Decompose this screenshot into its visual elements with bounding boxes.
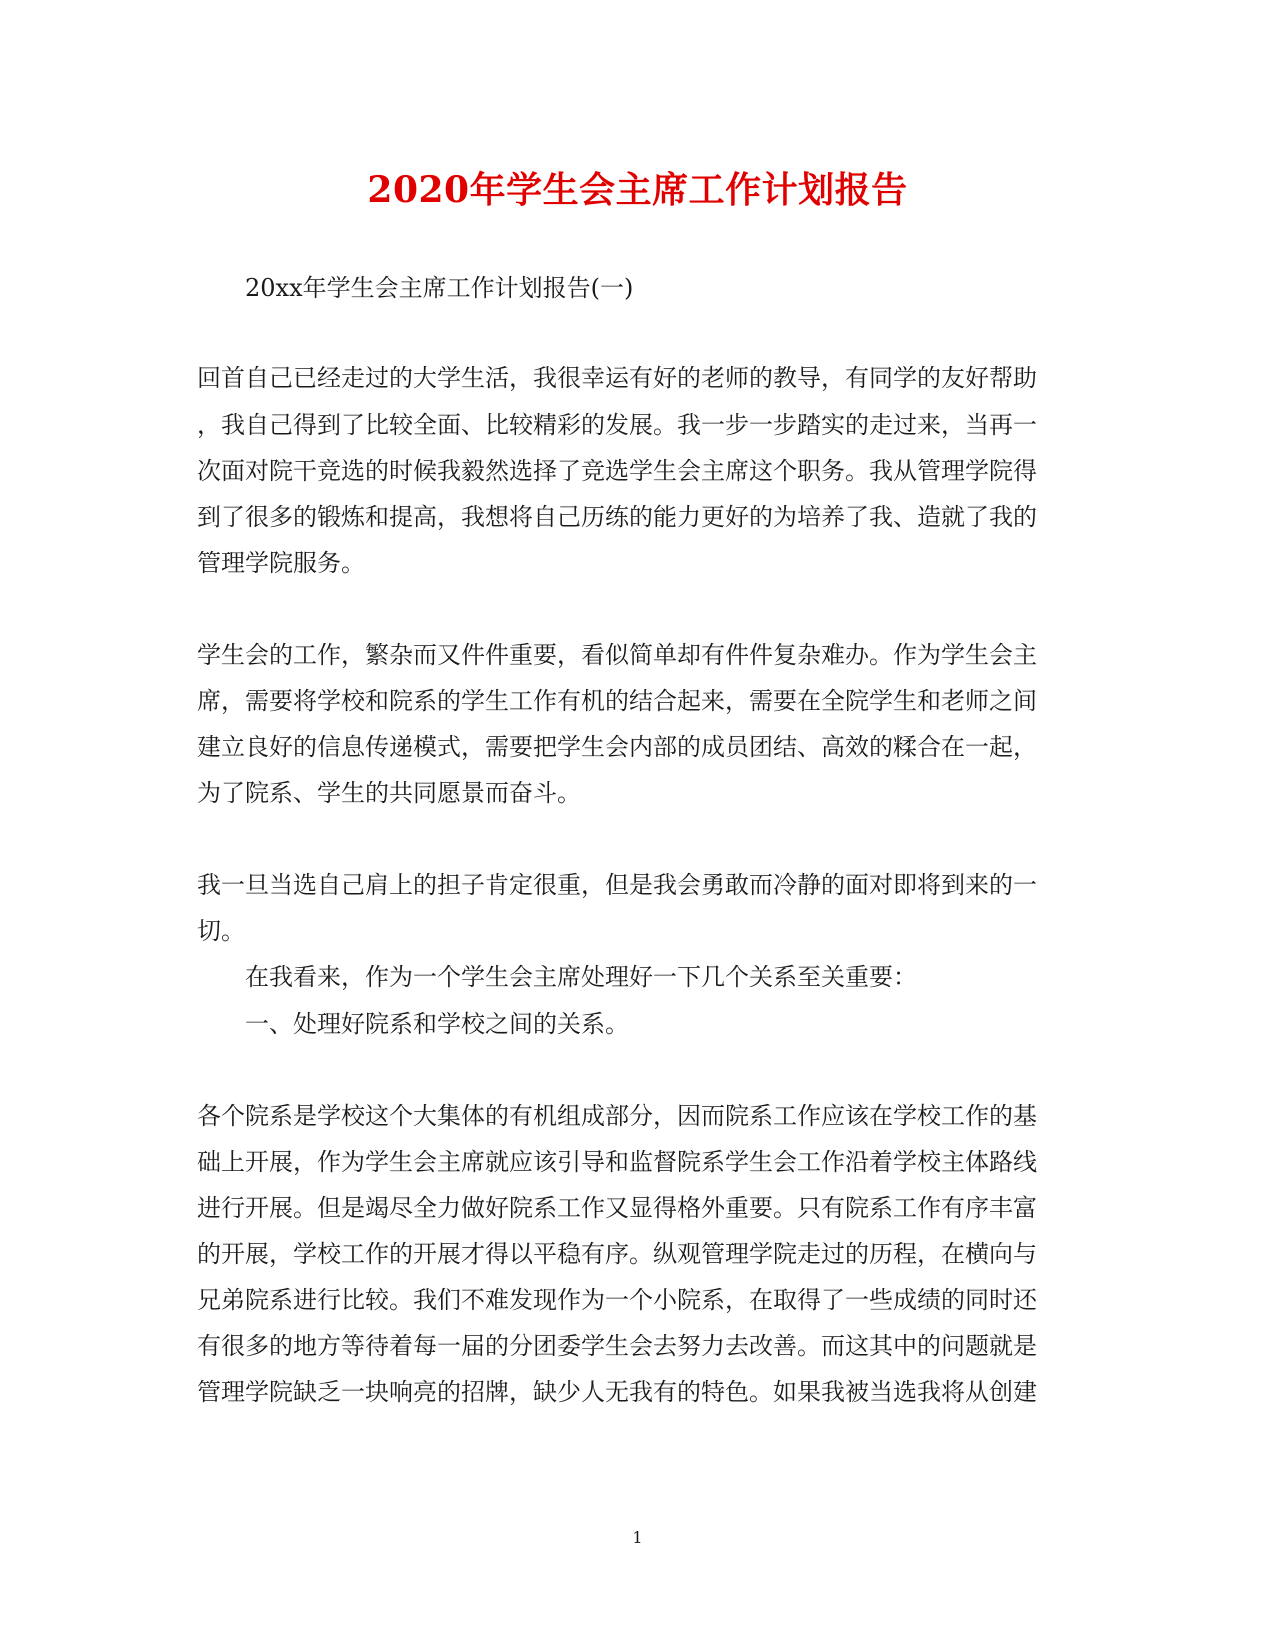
paragraph-line: 我一旦当选自己肩上的担子肯定很重，但是我会勇敢而冷静的面对即将到来的一 bbox=[197, 871, 1037, 899]
paragraph-line: 学生会的工作，繁杂而又件件重要，看似简单却有件件复杂难办。作为学生会主 bbox=[197, 641, 1037, 669]
paragraph-line: 管理学院服务。 bbox=[197, 549, 365, 577]
paragraph-line: 切。 bbox=[197, 917, 245, 945]
paragraph-line: ，我自己得到了比较全面、比较精彩的发展。我一步一步踏实的走过来，当再一 bbox=[197, 411, 1037, 439]
paragraph-line: 回首自己已经走过的大学生活，我很幸运有好的老师的教导，有同学的友好帮助 bbox=[197, 364, 1037, 392]
paragraph-line: 席，需要将学校和院系的学生工作有机的结合起来，需要在全院学生和老师之间 bbox=[197, 687, 1037, 715]
paragraph-line: 各个院系是学校这个大集体的有机组成部分，因而院系工作应该在学校工作的基 bbox=[197, 1102, 1037, 1130]
paragraph-line: 为了院系、学生的共同愿景而奋斗。 bbox=[197, 779, 581, 807]
paragraph-line: 管理学院缺乏一块响亮的招牌，缺少人无我有的特色。如果我被当选我将从创建 bbox=[197, 1378, 1037, 1406]
document-title: 2020年学生会主席工作计划报告 bbox=[367, 169, 908, 211]
document-subtitle: 20xx年学生会主席工作计划报告(一) bbox=[245, 274, 634, 302]
paragraph-line: 一、处理好院系和学校之间的关系。 bbox=[245, 1010, 629, 1038]
paragraph-line: 次面对院干竞选的时候我毅然选择了竞选学生会主席这个职务。我从管理学院得 bbox=[197, 457, 1037, 485]
paragraph-line: 到了很多的锻炼和提高，我想将自己历练的能力更好的为培养了我、造就了我的 bbox=[197, 503, 1037, 531]
paragraph-line: 兄弟院系进行比较。我们不难发现作为一个小院系，在取得了一些成绩的同时还 bbox=[197, 1286, 1037, 1314]
paragraph-line: 的开展，学校工作的开展才得以平稳有序。纵观管理学院走过的历程，在横向与 bbox=[197, 1240, 1037, 1268]
paragraph-line: 在我看来，作为一个学生会主席处理好一下几个关系至关重要： bbox=[245, 963, 917, 991]
page-number: 1 bbox=[632, 1528, 643, 1547]
paragraph-line: 有很多的地方等待着每一届的分团委学生会去努力去改善。而这其中的问题就是 bbox=[197, 1332, 1037, 1360]
paragraph-line: 建立良好的信息传递模式，需要把学生会内部的成员团结、高效的糅合在一起， bbox=[197, 733, 1037, 761]
paragraph-line: 进行开展。但是竭尽全力做好院系工作又显得格外重要。只有院系工作有序丰富 bbox=[197, 1194, 1037, 1222]
paragraph-line: 础上开展，作为学生会主席就应该引导和监督院系学生会工作沿着学校主体路线 bbox=[197, 1148, 1037, 1176]
